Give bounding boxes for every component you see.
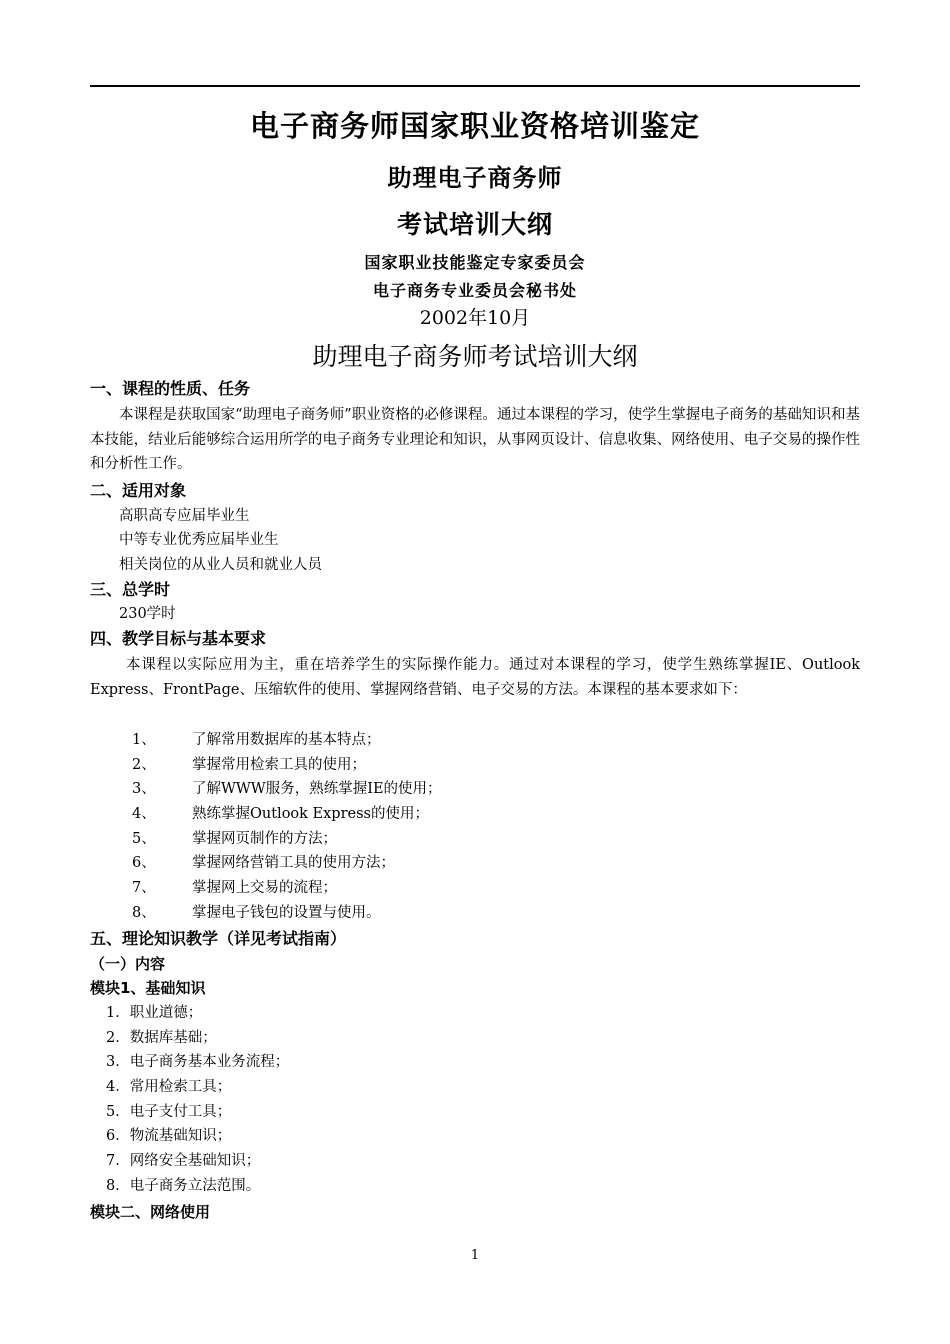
section-2-heading: 二、适用对象 [90,481,187,500]
org-line-2: 电子商务专业委员会秘书处 [372,281,577,300]
section-1-heading: 一、课程的性质、任务 [90,379,251,398]
section-1-body: 本课程是获取国家“助理电子商务师”职业资格的必修课程。通过本课程的学习，使学生掌握电子商务的基础知识和基本技能，结业后能够综合运用所学的电子商务专业理论和知识，从事网页设计、信息收集、网络使用、电子交易的操作性和分析性工作。 [90,407,860,472]
list-item: 6、 掌握网络营销工具的使用方法； [132,855,395,871]
section-4-body: 本课程以实际应用为主，重在培养学生的实际操作能力。通过对本课程的学习，使学生熟练掌握IE、Outlook Express、FrontPage、压缩软件的使用、掌握网络营销、电子交易的方法。本课程的基本要求如下： [90,657,860,698]
list-item: 高职高专应届毕业生 [119,508,250,524]
list-item: 3．电子商务基本业务流程； [106,1054,290,1070]
list-item: 7．网络安全基础知识； [106,1153,261,1169]
list-item: 2．数据库基础； [106,1030,217,1046]
list-item: 6．物流基础知识； [106,1128,232,1144]
list-item: 中等专业优秀应届毕业生 [119,532,279,548]
list-item: 4、 熟练掌握Outlook Express的使用； [132,806,429,822]
subsection-heading: （一）内容 [90,955,166,973]
doc-subtitle: 助理电子商务师 [387,163,563,192]
section-5-heading: 五、理论知识教学（详见考试指南） [90,929,347,948]
list-item: 1、 了解常用数据库的基本特点； [132,732,381,748]
list-item: 5．电子支付工具； [106,1104,232,1120]
module-2-heading: 模块二、网络使用 [90,1203,211,1221]
section-3-heading: 三、总学时 [90,580,171,599]
list-item: 4．常用检索工具； [106,1079,232,1095]
section-4-heading: 四、教学目标与基本要求 [90,629,267,648]
list-item: 8、 掌握电子钱包的设置与使用。 [132,905,381,921]
doc-title: 电子商务师国家职业资格培训鉴定 [249,109,700,143]
main-title: 助理电子商务师考试培训大纲 [312,342,638,371]
doc-name: 考试培训大纲 [396,210,553,239]
document-page [90,0,860,1344]
list-item: 2、 掌握常用检索工具的使用； [132,757,366,773]
org-line-1: 国家职业技能鉴定专家委员会 [364,253,586,272]
header-rule [90,85,860,87]
page-number: 1 [470,1248,480,1263]
list-item: 3、 了解WWW服务，熟练掌握IE的使用； [132,781,442,797]
doc-date: 2002年10月 [419,307,531,329]
list-item: 8．电子商务立法范围。 [106,1178,261,1194]
list-item: 相关岗位的从业人员和就业人员 [119,557,322,573]
total-hours: 230学时 [119,606,176,622]
list-item: 5、 掌握网页制作的方法； [132,831,337,847]
module-1-heading: 模块1、基础知识 [90,979,206,997]
list-item: 7、 掌握网上交易的流程； [132,880,337,896]
list-item: 1．职业道德； [106,1005,203,1021]
